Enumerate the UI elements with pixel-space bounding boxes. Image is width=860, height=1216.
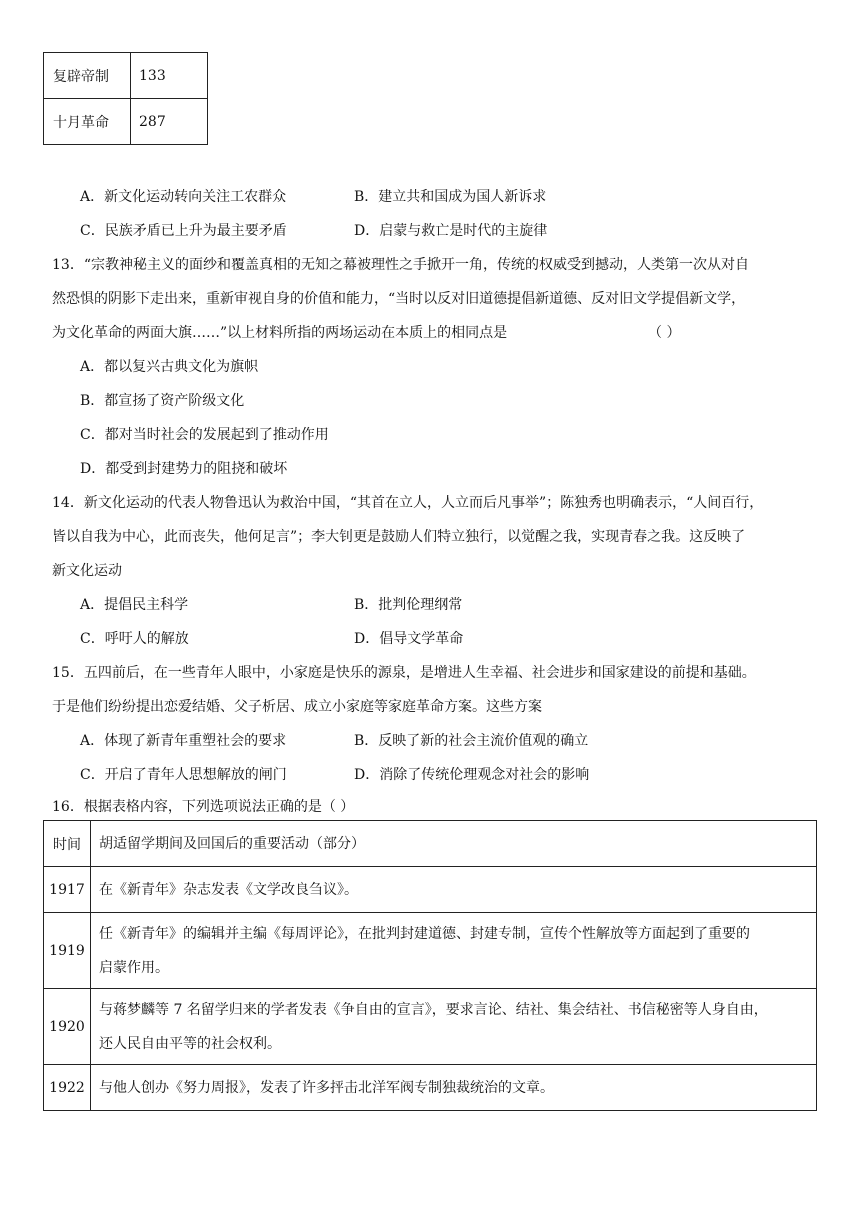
q14-option-c: C．呼吁人的解放	[80, 631, 189, 647]
q14-stem-line: 皆以自我为中心，此而丧失，他何足言”；李大钊更是鼓励人们特立独行，以觉醒之我，实现青春之我。这反映了	[52, 529, 746, 545]
table-desc-cell	[91, 1065, 817, 1111]
q13-option-b: B．都宣扬了资产阶级文化	[80, 393, 245, 409]
q14-stem-line: 14．新文化运动的代表人物鲁迅认为救治中国，“其首在立人，人立而后凡事举”；陈独秀也明确表示，“人间百行，	[52, 495, 764, 511]
table-desc-line: 启蒙作用。	[99, 959, 169, 976]
q15-option-d: D．消除了传统伦理观念对社会的影响	[354, 767, 590, 783]
top-table	[43, 52, 208, 145]
q13-stem-line: 然恐惧的阴影下走出来，重新审视自身的价值和能力，“当时以反对旧道德提倡新道德、反对旧文学提倡新文学，	[52, 291, 746, 307]
q15-stem-line: 15．五四前后，在一些青年人眼中，小家庭是快乐的源泉，是增进人生幸福、社会进步和国家建设的前提和基础。	[52, 665, 756, 681]
q15-option-a: A．体现了新青年重塑社会的要求	[80, 733, 287, 749]
table-header-row	[44, 821, 817, 867]
hu-shi-activities-table	[43, 820, 817, 1111]
table-year-cell: 1922	[44, 1065, 91, 1111]
q13-option-d: D．都受到封建势力的阻挠和破坏	[80, 461, 288, 477]
q16-stem: 16．根据表格内容，下列选项说法正确的是（ ）	[52, 799, 355, 815]
table-desc-cell	[91, 913, 817, 989]
table-cell: 133	[131, 53, 208, 99]
q14-option-a: A．提倡民主科学	[80, 597, 189, 613]
q15-stem-line: 于是他们纷纷提出恋爱结婚、父子析居、成立小家庭等家庭革命方案。这些方案	[52, 699, 542, 715]
q14-stem-line: 新文化运动	[52, 563, 122, 579]
table-row	[44, 1065, 817, 1111]
q13-option-a: A．都以复兴古典文化为旗帜	[80, 359, 259, 375]
q14-option-d: D．倡导文学革命	[354, 631, 464, 647]
q14-option-b: B．批判伦理纲常	[354, 597, 463, 613]
table-header-cell: 时间	[44, 821, 91, 867]
table-row	[44, 989, 817, 1065]
table-desc-cell	[91, 867, 817, 913]
table-header-cell: 胡适留学期间及回国后的重要活动（部分）	[91, 821, 817, 867]
table-row	[44, 913, 817, 989]
q13-stem-line: 为文化革命的两面大旗……”以上材料所指的两场运动在本质上的相同点是	[52, 325, 508, 341]
table-desc-line: 在《新青年》杂志发表《文学改良刍议》。	[99, 881, 358, 898]
q12-option-b: B．建立共和国成为国人新诉求	[354, 189, 547, 205]
table-row	[44, 867, 817, 913]
q15-option-b: B．反映了新的社会主流价值观的确立	[354, 733, 589, 749]
table-row	[44, 53, 208, 99]
table-desc-line: 与蒋梦麟等 7 名留学归来的学者发表《争自由的宣言》，要求言论、结社、集会结社、书信秘密等人身自由，	[99, 1001, 768, 1018]
q12-option-d: D．启蒙与救亡是时代的主旋律	[354, 223, 548, 239]
table-desc-cell	[91, 989, 817, 1065]
table-cell: 287	[131, 99, 208, 145]
table-desc-line: 任《新青年》的编辑并主编《每周评论》，在批判封建道德、封建专制，宣传个性解放等方面起到了重要的	[99, 925, 750, 942]
q12-option-a: A．新文化运动转向关注工农群众	[80, 189, 287, 205]
table-year-cell: 1920	[44, 989, 91, 1065]
table-cell: 十月革命	[44, 99, 131, 145]
q13-option-c: C．都对当时社会的发展起到了推动作用	[80, 427, 329, 443]
q15-option-c: C．开启了青年人思想解放的闸门	[80, 767, 287, 783]
q13-answer-paren: （ ）	[648, 325, 681, 341]
q12-option-c: C．民族矛盾已上升为最主要矛盾	[80, 223, 287, 239]
table-row	[44, 99, 208, 145]
table-cell: 复辟帝制	[44, 53, 131, 99]
table-desc-line: 与他人创办《努力周报》，发表了许多抨击北洋军阀专制独裁统治的文章。	[99, 1079, 554, 1096]
table-year-cell: 1919	[44, 913, 91, 989]
table-desc-line: 还人民自由平等的社会权利。	[99, 1035, 281, 1052]
table-year-cell: 1917	[44, 867, 91, 913]
q13-stem-line: 13．“宗教神秘主义的面纱和覆盖真相的无知之幕被理性之手掀开一角，传统的权威受到撼动，人类第一次从对自	[52, 257, 749, 273]
